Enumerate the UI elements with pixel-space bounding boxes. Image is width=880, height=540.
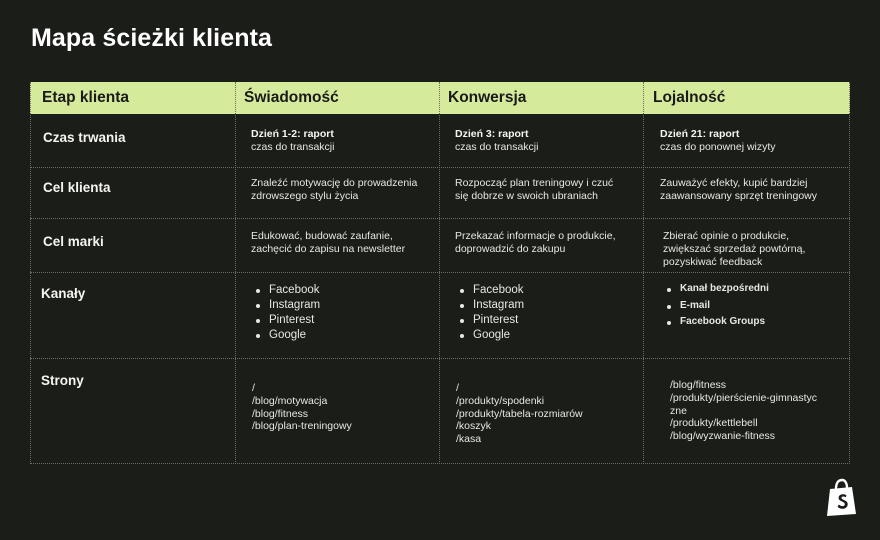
text-line: pozyskiwać feedback	[663, 256, 763, 268]
header-conversion: Konwersja	[448, 89, 527, 106]
duration-conversion-cell	[455, 128, 538, 154]
channel-item: Google	[252, 328, 320, 343]
grid-line	[30, 358, 850, 359]
channel-item: E-mail	[663, 298, 769, 315]
row-label-brand-goal: Cel marki	[43, 234, 104, 249]
page-path: zne	[670, 404, 687, 417]
row-label-pages: Strony	[41, 373, 84, 388]
journey-map-table	[30, 82, 850, 464]
duration-loyalty-cell	[660, 128, 776, 154]
header-awareness: Świadomość	[244, 89, 339, 106]
grid-line	[439, 82, 440, 464]
grid-line	[30, 272, 850, 273]
header-loyalty: Lojalność	[653, 89, 726, 106]
page-path: /blog/wyzwanie-fitness	[670, 430, 776, 443]
page-path: /blog/fitness	[670, 379, 727, 391]
page-path: /koszyk	[456, 420, 492, 433]
row-label-customer-goal: Cel klienta	[43, 180, 111, 195]
channels-conversion-cell	[456, 283, 524, 343]
channel-item: Pinterest	[456, 313, 524, 328]
duration-awareness-cell	[251, 128, 334, 154]
grid-line	[30, 82, 31, 464]
pages-conversion-cell	[456, 382, 583, 446]
grid-line	[30, 167, 850, 168]
channel-item: Facebook Groups	[663, 314, 769, 331]
text-line: zwiększać sprzedaż powtórną,	[663, 243, 806, 255]
pages-loyalty-cell	[670, 379, 817, 443]
channel-item: Pinterest	[252, 313, 320, 328]
text-line: Przekazać informacje o produkcie,	[455, 230, 616, 242]
text-line: Zauważyć efekty, kupić bardziej	[660, 177, 808, 189]
grid-line	[30, 463, 850, 464]
page-path: /blog/motywacja	[252, 394, 328, 407]
header-stage: Etap klienta	[42, 89, 129, 106]
duration-title: Dzień 21: raport	[660, 128, 740, 140]
channel-item: Instagram	[252, 298, 320, 313]
customer-goal-awareness-cell	[251, 177, 417, 203]
channel-item: Instagram	[456, 298, 524, 313]
duration-title: Dzień 1-2: raport	[251, 128, 334, 140]
text-line: Rozpocząć plan treningowy i czuć	[455, 177, 614, 189]
channel-item: Facebook	[252, 283, 320, 298]
grid-line	[30, 218, 850, 219]
grid-line	[849, 82, 850, 464]
grid-line	[235, 82, 236, 464]
page-path: /kasa	[456, 433, 482, 446]
pages-awareness-cell	[252, 382, 352, 433]
text-line: zaawansowany sprzęt treningowy	[660, 190, 817, 202]
page-title: Mapa ścieżki klienta	[31, 24, 273, 52]
duration-sub: czas do transakcji	[455, 141, 539, 153]
brand-goal-awareness-cell	[251, 230, 405, 256]
customer-goal-loyalty-cell	[660, 177, 817, 203]
page-path: /produkty/spodenki	[456, 394, 545, 407]
brand-goal-conversion-cell	[455, 230, 616, 256]
page-path: /produkty/kettlebell	[670, 417, 758, 430]
text-line: doprowadzić do zakupu	[455, 243, 566, 255]
row-label-duration: Czas trwania	[43, 130, 126, 145]
duration-sub: czas do transakcji	[251, 141, 335, 153]
page-path: /	[252, 382, 255, 394]
text-line: zdrowszego stylu życia	[251, 190, 359, 202]
channel-item: Facebook	[456, 283, 524, 298]
channels-loyalty-cell	[663, 281, 769, 331]
text-line: się dobrze w swoich ubraniach	[455, 190, 598, 202]
page-path: /blog/fitness	[252, 407, 309, 420]
text-line: Znaleźć motywację do prowadzenia	[251, 177, 418, 189]
text-line: Edukować, budować zaufanie,	[251, 230, 393, 242]
duration-sub: czas do ponownej wizyty	[660, 141, 776, 153]
channel-item: Kanał bezpośredni	[663, 281, 769, 298]
table-header-row	[30, 82, 850, 114]
shopping-bag-logo-icon	[824, 478, 858, 518]
grid-line	[643, 82, 644, 464]
channel-item: Google	[456, 328, 524, 343]
text-line: zachęcić do zapisu na newsletter	[251, 243, 406, 255]
page-path: /produkty/tabela-rozmiarów	[456, 407, 583, 420]
customer-goal-conversion-cell	[455, 177, 613, 203]
page-path: /blog/plan-treningowy	[252, 420, 352, 433]
text-line: Zbierać opinie o produkcie,	[663, 230, 790, 242]
page-path: /	[456, 382, 459, 394]
channels-awareness-cell	[252, 283, 320, 343]
row-label-channels: Kanały	[41, 286, 86, 301]
page-path: /produkty/pierścienie-gimnastyc	[670, 391, 818, 404]
brand-goal-loyalty-cell	[663, 230, 805, 269]
duration-title: Dzień 3: raport	[455, 128, 529, 140]
